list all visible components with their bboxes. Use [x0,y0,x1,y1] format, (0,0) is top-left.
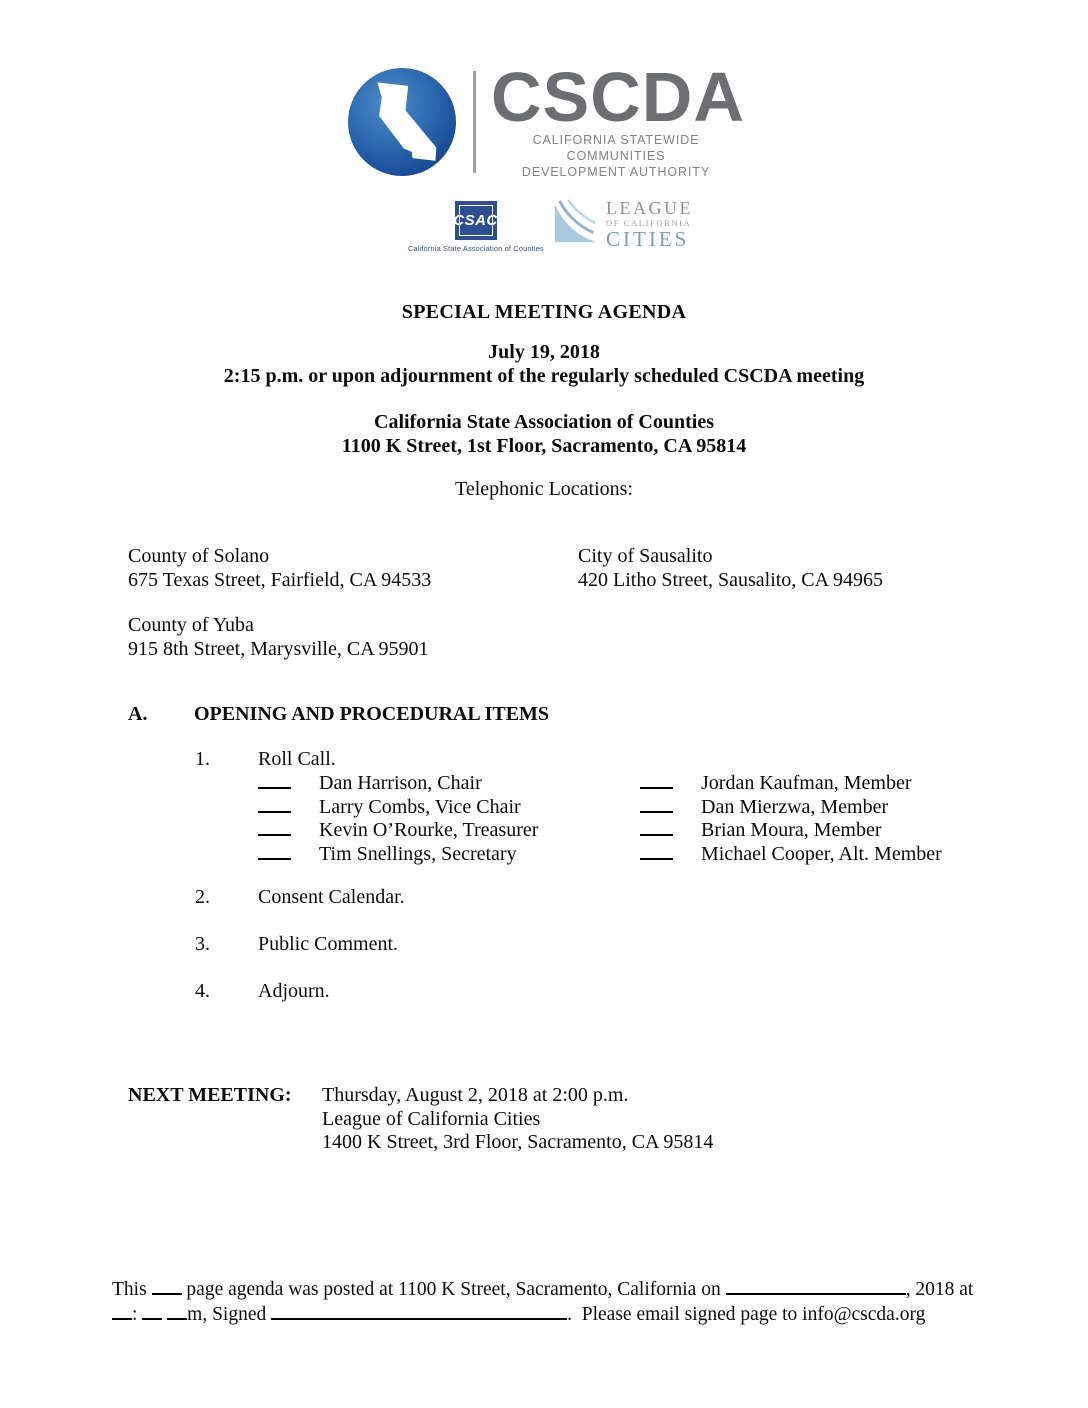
meeting-time-note: 2:15 p.m. or upon adjournment of the regularly scheduled CSCDA meeting [223,364,865,387]
roll-call-name: Kevin O’Rourke, Treasurer [319,819,539,841]
next-meeting-block [128,1084,713,1155]
location-city-of-sausalito [578,545,883,592]
item-number: 1. [195,748,210,770]
roll-call-row [640,819,942,843]
location-address: 420 Litho Street, Sausalito, CA 94965 [578,568,883,591]
item-text: Adjourn. [258,980,330,1002]
next-meeting-address: 1400 K Street, 3rd Floor, Sacramento, CA 95814 [322,1131,714,1153]
next-meeting-venue: League of California Cities [322,1107,541,1130]
league-line1: LEAGUE [606,198,693,218]
item-text: Consent Calendar. [258,886,405,908]
posting-text: : [132,1304,138,1325]
posting-email-note: Please email signed page to info@cscda.org [581,1304,926,1325]
agenda-item-public-comment [195,933,398,957]
next-meeting-label: NEXT MEETING: [128,1084,292,1106]
roll-call-name: Larry Combs, Vice Chair [319,795,521,818]
roll-call-name: Michael Cooper, Alt. Member [701,842,942,865]
roll-call-blank [640,773,673,789]
roll-call-name: Brian Moura, Member [701,819,882,841]
roll-call-row [258,796,640,820]
item-text: Public Comment. [258,933,398,955]
league-logo-text [606,199,693,250]
cscda-logo [348,58,745,180]
posting-minute-blank [142,1304,162,1320]
document-title: SPECIAL MEETING AGENDA [401,301,687,323]
signature-blank [271,1304,567,1320]
california-globe-icon [348,68,456,176]
posting-ampm-blank [167,1304,187,1320]
roll-call-name: Dan Mierzwa, Member [701,795,889,818]
roll-call-row [640,772,942,796]
meeting-datetime [0,341,1088,388]
roll-call-row [258,772,640,796]
csac-box-icon [455,201,497,240]
cscda-subtitle-line2: DEVELOPMENT AUTHORITY [521,165,711,179]
section-a-label: A. [128,703,148,725]
page-count-blank [152,1279,182,1295]
roll-call-blank [640,843,673,859]
location-county-of-solano [128,545,431,592]
roll-call-row [258,843,640,867]
venue-name: California State Association of Counties [374,411,714,433]
roll-call-blank [258,773,291,789]
posting-line-2 [112,1302,992,1327]
csac-acronym: CSAC [453,212,498,229]
posting-text: This [112,1279,147,1300]
location-address: 915 8th Street, Marysville, CA 95901 [128,637,429,660]
roll-call-blank [258,843,291,859]
posting-text: m, Signed [187,1304,267,1325]
agenda-item-consent-calendar [195,886,405,910]
posting-text: page agenda was posted at 1100 K Street, Sacramento, California on [186,1279,721,1300]
posting-line-1 [112,1277,992,1302]
item-number: 4. [195,980,210,1002]
cscda-logo-text [491,58,745,180]
league-of-california-cities-logo [552,196,693,250]
meeting-venue [0,411,1088,458]
item-text: Roll Call. [258,748,336,770]
next-meeting-datetime: Thursday, August 2, 2018 at 2:00 p.m. [322,1084,629,1106]
posting-statement [112,1277,992,1327]
roll-call-row [258,819,640,843]
csac-logo [408,201,543,253]
logo-divider [473,71,476,173]
roll-call-name: Tim Snellings, Secretary [319,842,517,865]
posting-text: . [567,1304,573,1325]
location-name: County of Solano [128,545,270,567]
roll-call-name: Dan Harrison, Chair [319,772,482,794]
section-a-title: OPENING AND PROCEDURAL ITEMS [194,703,550,725]
roll-call-row [640,796,942,820]
roll-call-name: Jordan Kaufman, Member [701,772,912,794]
league-line3: CITIES [606,227,690,251]
cscda-subtitle-line1: CALIFORNIA STATEWIDE COMMUNITIES [532,133,700,163]
telephonic-heading: Telephonic Locations: [455,478,633,500]
location-name: City of Sausalito [578,545,713,567]
location-name: County of Yuba [128,614,254,636]
venue-address: 1100 K Street, 1st Floor, Sacramento, CA 95814 [341,434,747,457]
csac-caption: California State Association of Counties [408,244,544,253]
location-address: 675 Texas Street, Fairfield, CA 94533 [128,568,432,591]
agenda-item-adjourn [195,980,330,1004]
next-meeting-details [322,1084,713,1155]
item-number: 3. [195,933,210,955]
roll-call-blank [640,796,673,812]
posting-text: , 2018 at [905,1279,974,1300]
league-line2: OF CALIFORNIA [606,218,692,228]
roll-call-row [640,843,942,867]
california-state-shape [358,75,446,169]
roll-call-blank [258,820,291,836]
location-county-of-yuba [128,614,429,661]
agenda-item-roll-call [195,748,336,772]
roll-call-list [258,772,942,866]
posting-date-blank [726,1279,906,1295]
posting-hour-blank [112,1304,132,1320]
roll-call-blank [258,796,291,812]
item-number: 2. [195,886,210,908]
league-swoosh-icon [552,196,600,248]
roll-call-blank [640,820,673,836]
meeting-date: July 19, 2018 [488,341,600,363]
cscda-acronym: CSCDA [491,58,745,136]
section-a-heading [128,703,549,726]
